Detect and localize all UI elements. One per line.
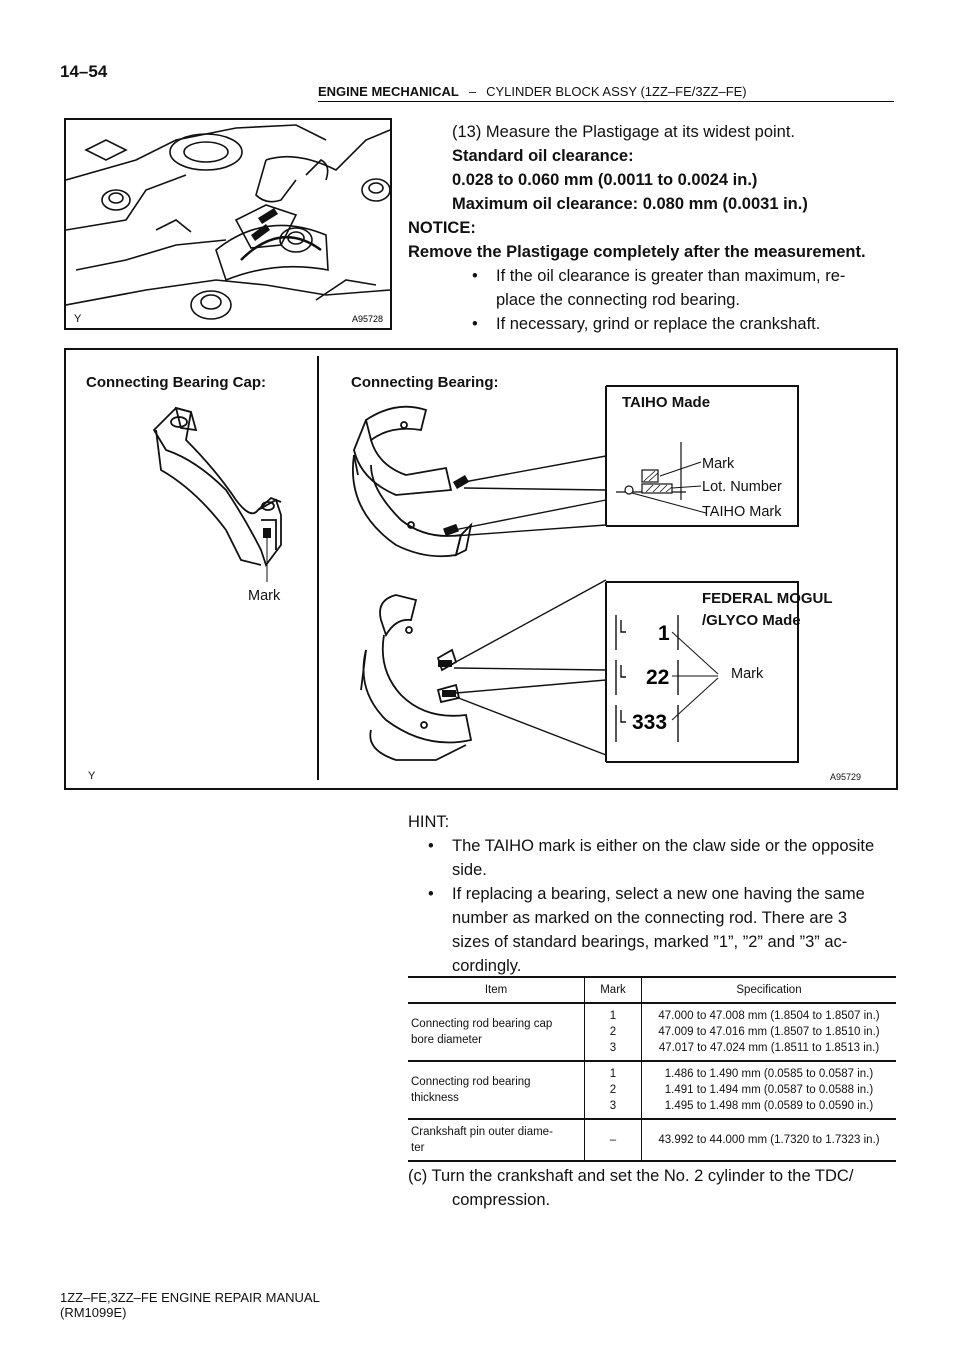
federal-digit-333: 333 (632, 711, 668, 734)
bullet-text: place the connecting rod bearing. (496, 291, 741, 309)
step-c (408, 1164, 898, 1212)
cap-title: Connecting Bearing Cap: (86, 374, 267, 391)
spec-cell: 47.000 to 47.008 mm (1.8504 to 1.8507 in.) 47.009 to 47.016 mm (1.8507 to 1.8510 in.) 47.017 to 47.024 mm (1.8511 to 1.8513 in.) (642, 1003, 897, 1061)
header-separator: – (468, 84, 477, 99)
bullet-glyph: • (428, 837, 434, 855)
figure2-id: A95729 (830, 772, 862, 782)
bearing-marks-illustration (66, 350, 896, 788)
item-cell: Crankshaft pin outer diame- ter (408, 1119, 585, 1161)
bullet-text: If the oil clearance is greater than maximum, re- (496, 267, 846, 285)
table-row (408, 1119, 896, 1161)
federal-digit-1: 1 (658, 622, 670, 645)
bullet-glyph: • (428, 885, 434, 903)
cap-mark-label: Mark (248, 588, 281, 604)
bullet-glyph: • (472, 315, 478, 333)
standard-clearance-label: Standard oil clearance: (452, 147, 634, 165)
item-cell: Connecting rod bearing cap bore diameter (408, 1003, 585, 1061)
column-header: Mark (585, 977, 642, 1003)
spec-cell: 1.486 to 1.490 mm (0.0585 to 0.0587 in.) 1.491 to 1.494 mm (0.0587 to 0.0588 in.) 1.495 to 1.498 mm (0.0589 to 0.0590 in.) (642, 1061, 897, 1119)
table-header-row (408, 977, 896, 1003)
bullet-text: If necessary, grind or replace the crankshaft. (496, 315, 821, 333)
step-c-line2: compression. (452, 1191, 551, 1209)
bullet-continuation (408, 288, 898, 312)
running-header (318, 84, 893, 99)
standard-clearance-value: 0.028 to 0.060 mm (0.0011 to 0.0024 in.) (452, 171, 758, 189)
hint-block: HINT: • The TAIHO mark is either on the claw side or the opposite side. • If replacing a bearing, select a new one having the same number as marked on the connecting rod. There are 3 sizes of standard bearings, marked ”1”, ”2” and ”3” ac- cordingly. (408, 810, 898, 978)
mark-cell: – (585, 1119, 642, 1161)
subsection-title: CYLINDER BLOCK ASSY (1ZZ–FE/3ZZ–FE) (486, 84, 747, 99)
federal-mark-label: Mark (731, 666, 764, 682)
bullet-item (408, 264, 898, 288)
bullet-item (408, 312, 898, 336)
column-header: Specification (642, 977, 897, 1003)
federal-digit-22: 22 (646, 666, 670, 689)
federal-title-1: FEDERAL MOGUL (702, 590, 833, 607)
notice-text: Remove the Plastigage completely after the measurement. (408, 243, 866, 261)
hint-label: HINT: (408, 813, 450, 831)
bearing-title: Connecting Bearing: (351, 374, 499, 391)
hint-bullet: • The TAIHO mark is either on the claw side or the opposite (408, 834, 898, 858)
hint-bullet: • If replacing a bearing, select a new one having the same (408, 882, 898, 906)
maximum-clearance: Maximum oil clearance: 0.080 mm (0.0031 in.) (452, 195, 808, 213)
step-13-title: (13) Measure the Plastigage at its widest point. (452, 123, 796, 141)
column-header: Item (408, 977, 585, 1003)
bearing-marks-figure (64, 348, 898, 790)
section-title: ENGINE MECHANICAL (318, 84, 459, 99)
notice-label: NOTICE: (408, 219, 476, 237)
plastigage-photo (64, 118, 392, 330)
federal-title-2: /GLYCO Made (702, 612, 801, 629)
header-rule (318, 101, 894, 102)
mark-cell: 1 2 3 (585, 1003, 642, 1061)
figure1-y-mark: Y (74, 313, 82, 325)
step-c-line1: (c) Turn the crankshaft and set the No. 2 cylinder to the TDC/ (408, 1167, 854, 1185)
figure1-id: A95728 (352, 314, 384, 324)
footer (60, 1290, 320, 1320)
taiho-mark2-label: TAIHO Mark (702, 504, 782, 520)
mark-cell: 1 2 3 (585, 1061, 642, 1119)
table-row (408, 1061, 896, 1119)
taiho-lot-label: Lot. Number (702, 479, 782, 495)
spec-cell: 43.992 to 44.000 mm (1.7320 to 1.7323 in.) (642, 1119, 897, 1161)
taiho-mark-label: Mark (702, 456, 735, 472)
item-cell: Connecting rod bearing thickness (408, 1061, 585, 1119)
plastigage-photo-illustration (66, 120, 390, 328)
table-row (408, 1003, 896, 1061)
figure2-y-mark: Y (88, 770, 96, 782)
spec-table (408, 976, 896, 1162)
step-13 (408, 120, 898, 336)
bullet-glyph: • (472, 267, 478, 285)
footer-manual-title: 1ZZ–FE,3ZZ–FE ENGINE REPAIR MANUAL (60, 1290, 320, 1305)
taiho-title: TAIHO Made (622, 394, 711, 411)
page-number: 14–54 (60, 62, 108, 81)
footer-manual-code: (RM1099E) (60, 1305, 127, 1320)
